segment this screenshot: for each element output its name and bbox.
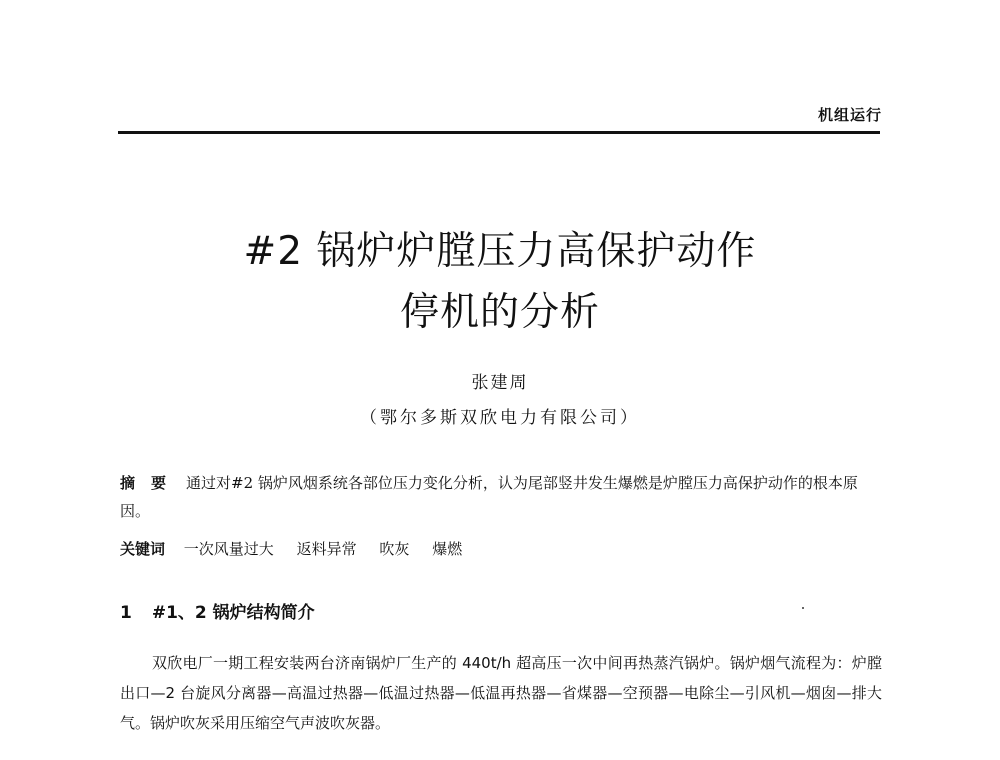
- running-head: 机组运行: [817, 106, 882, 124]
- header-rule: [118, 131, 880, 134]
- section-number: 1: [120, 603, 132, 623]
- keywords: [120, 538, 480, 559]
- scan-speck: [802, 607, 804, 609]
- abstract-label: 摘要: [120, 474, 183, 492]
- section-title: #1、2 锅炉结构简介: [151, 603, 315, 623]
- affiliation: （鄂尔多斯双欣电力有限公司）: [360, 408, 640, 428]
- abstract: [120, 469, 882, 525]
- keyword-item: 吹灰: [379, 540, 410, 558]
- abstract-text: 通过对#2 锅炉风烟系统各部位压力变化分析，认为尾部竖井发生爆燃是炉膛压力高保护动作的根本原因。: [120, 474, 858, 520]
- keyword-item: 返料异常: [296, 540, 357, 558]
- keyword-item: 一次风量过大: [183, 540, 274, 558]
- keyword-item: 爆燃: [432, 540, 463, 558]
- title-line-1: #2 锅炉炉膛压力高保护动作: [243, 229, 757, 274]
- section-heading: [120, 598, 315, 623]
- author: 张建周: [471, 373, 529, 393]
- body-paragraph: 双欣电厂一期工程安装两台济南锅炉厂生产的 440t/h 超高压一次中间再热蒸汽锅炉。锅炉烟气流程为：炉膛出口—2 台旋风分离器—高温过热器—低温过热器—低温再热器—省煤器—空预器—电除尘—引风机—烟囱—排大气。锅炉吹灰采用压缩空气声波吹灰器。: [120, 654, 882, 732]
- keywords-label: 关键词: [120, 540, 166, 558]
- title-line-2: 停机的分析: [399, 290, 600, 335]
